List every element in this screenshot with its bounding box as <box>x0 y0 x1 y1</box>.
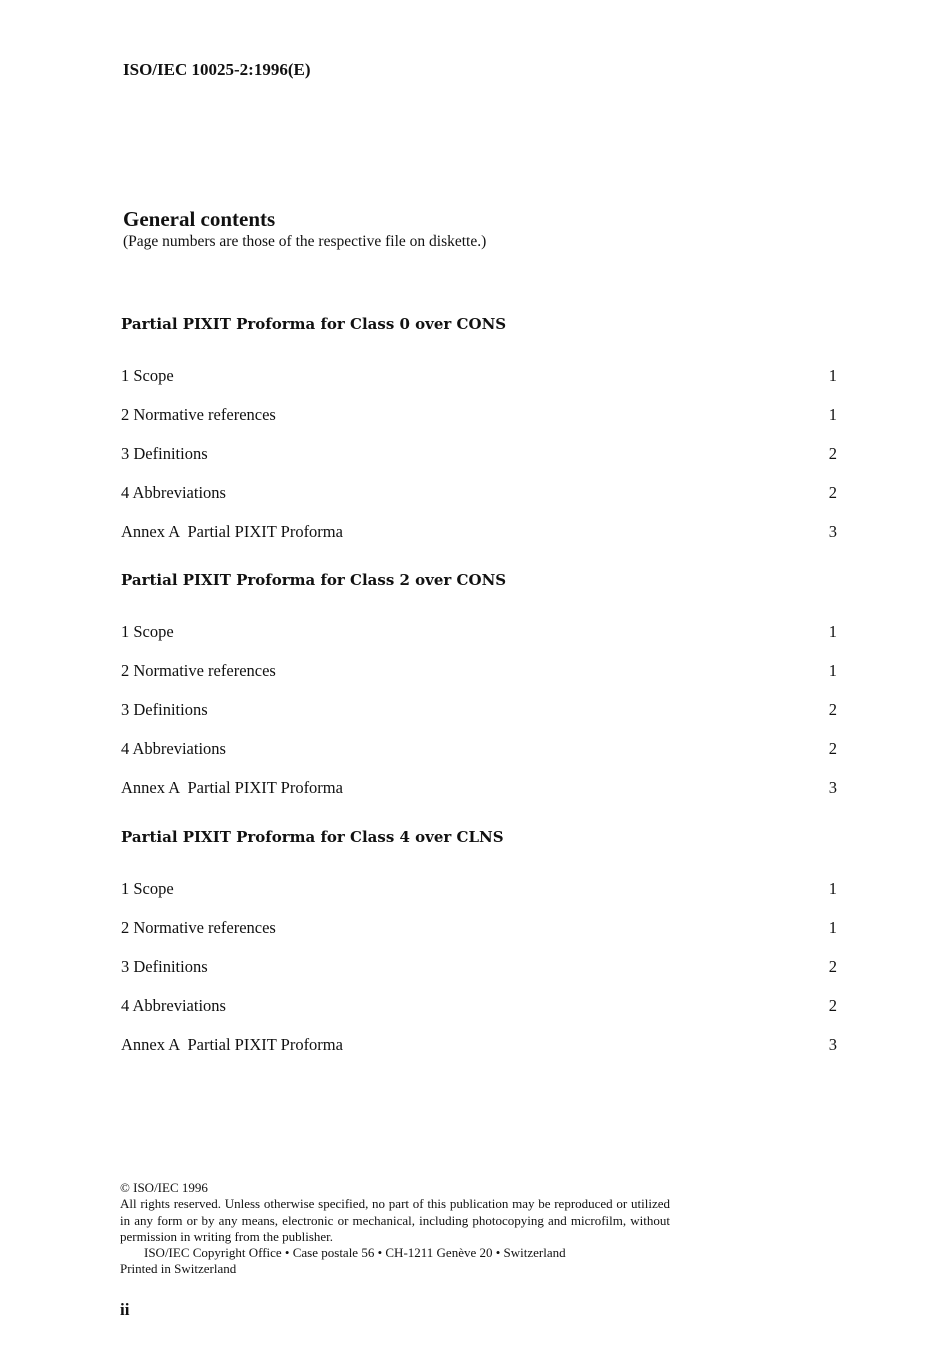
toc-entry-page: 1 <box>828 404 837 424</box>
rights-statement: All rights reserved. Unless otherwise specified, no part of this publication may be reproduced or utilized in any form or by any means, electronic or mechanical, including photocopying and microfilm, without permission in writing from the publisher. <box>120 1196 670 1244</box>
toc-entry-page: 2 <box>828 699 837 719</box>
printed-in: Printed in Switzerland <box>120 1261 237 1277</box>
toc-entry-label: 3 Definitions <box>121 443 208 463</box>
toc-section-class-2 <box>121 570 837 807</box>
toc-entry-page: 1 <box>828 878 837 898</box>
toc-entry-page: 3 <box>828 521 837 541</box>
contents-note: (Page numbers are those of the respective file on diskette.) <box>123 233 487 250</box>
toc-entry <box>121 768 837 807</box>
toc-entry-page: 1 <box>828 660 837 680</box>
document-identifier: ISO/IEC 10025-2:1996(E) <box>123 60 311 79</box>
toc-entry <box>121 395 837 434</box>
toc-entry-page: 1 <box>828 917 837 937</box>
toc-entry-label: 2 Normative references <box>121 660 276 680</box>
toc-entry <box>121 986 837 1025</box>
toc-entry-page: 3 <box>828 777 837 797</box>
toc-entry <box>121 690 837 729</box>
toc-entry <box>121 473 837 512</box>
toc-entry-page: 1 <box>828 621 837 641</box>
toc-entry-label: Annex A Partial PIXIT Proforma <box>121 1034 343 1054</box>
copyright-office-address: ISO/IEC Copyright Office • Case postale 56 • CH-1211 Genève 20 • Switzerland <box>144 1245 566 1261</box>
toc-entry-label: 1 Scope <box>121 878 174 898</box>
toc-entry <box>121 512 837 551</box>
copyright-notice <box>120 1180 670 1278</box>
toc-entry <box>121 869 837 908</box>
toc-entry-label: 3 Definitions <box>121 956 208 976</box>
toc-entry <box>121 651 837 690</box>
toc-entry-label: 4 Abbreviations <box>121 738 226 758</box>
toc-entry-label: 2 Normative references <box>121 917 276 937</box>
toc-entry-label: 3 Definitions <box>121 699 208 719</box>
toc-entry <box>121 356 837 395</box>
toc-entry-label: 2 Normative references <box>121 404 276 424</box>
toc-entry-page: 2 <box>828 738 837 758</box>
toc-entry-page: 2 <box>828 482 837 502</box>
toc-entry-label: 1 Scope <box>121 365 174 385</box>
toc-entry-label: 4 Abbreviations <box>121 482 226 502</box>
toc-section-class-4 <box>121 827 837 1064</box>
toc-entry <box>121 434 837 473</box>
section-heading: Partial PIXIT Proforma for Class 2 over CONS <box>121 571 507 589</box>
toc-entry-page: 3 <box>828 1034 837 1054</box>
toc-entry-label: 4 Abbreviations <box>121 995 226 1015</box>
page-title: General contents <box>123 207 276 231</box>
toc-entry-page: 2 <box>828 995 837 1015</box>
toc-section-class-0 <box>121 314 837 551</box>
toc-entry <box>121 612 837 651</box>
toc-entry-label: Annex A Partial PIXIT Proforma <box>121 521 343 541</box>
toc-entry-page: 2 <box>828 956 837 976</box>
toc-entry-label: 1 Scope <box>121 621 174 641</box>
toc-entry-label: Annex A Partial PIXIT Proforma <box>121 777 343 797</box>
section-heading: Partial PIXIT Proforma for Class 4 over CLNS <box>121 828 504 846</box>
toc-entry <box>121 729 837 768</box>
toc-entry-page: 1 <box>828 365 837 385</box>
page-number: ii <box>120 1300 130 1319</box>
section-heading: Partial PIXIT Proforma for Class 0 over CONS <box>121 315 507 333</box>
toc-entry <box>121 908 837 947</box>
toc-entry-page: 2 <box>828 443 837 463</box>
toc-entry <box>121 947 837 986</box>
copyright-line: © ISO/IEC 1996 <box>120 1180 208 1195</box>
toc-entry <box>121 1025 837 1064</box>
